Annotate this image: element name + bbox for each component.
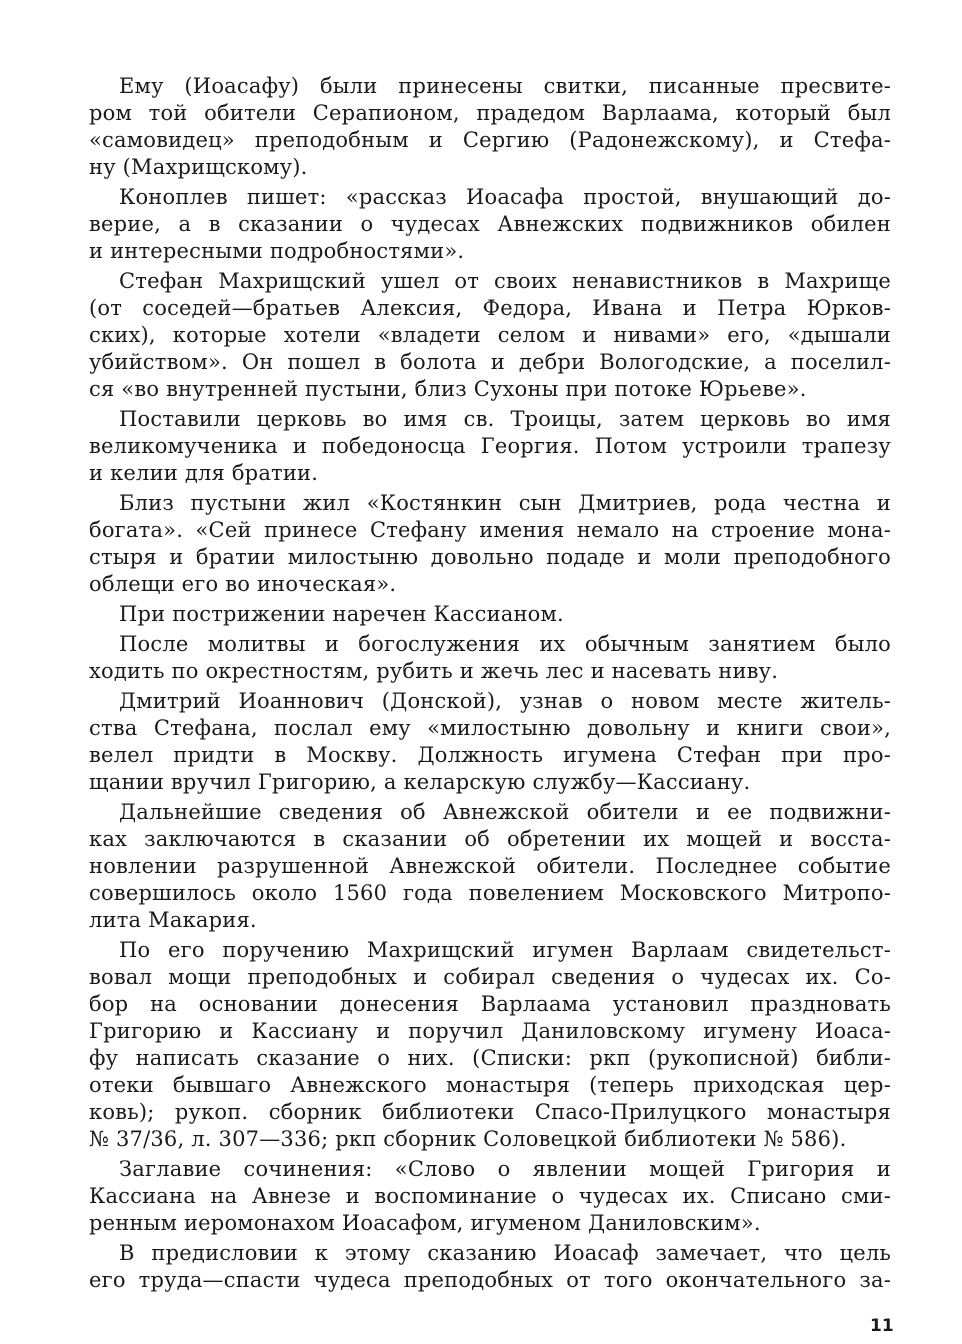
text-line: Григорию и Кассиану и поручил Даниловскому игумену Иоаса- — [89, 1019, 891, 1043]
text-line: Коноплев пишет: «рассказ Иоасафа простой, внушающий до- — [119, 185, 891, 209]
text-line: ках заключаются в сказании об обретении их мощей и восста- — [89, 827, 891, 851]
text-line: Дальнейшие сведения об Авнежской обители и ее подвижни- — [119, 800, 891, 824]
text-line: Заглавие сочинения: «Слово о явлении мощей Григория и — [119, 1157, 891, 1181]
text-line: Ему (Иоасафу) были принесены свитки, писанные пресвите- — [119, 74, 891, 98]
text-line: Дмитрий Иоаннович (Донской), узнав о новом месте житель- — [119, 689, 891, 713]
text-line: По его поручению Махрищский игумен Варлаам свидетельст- — [119, 938, 891, 962]
text-line: ковь); рукоп. сборник библиотеки Спасо-Прилуцкого монастыря — [89, 1100, 891, 1124]
paragraph — [89, 406, 891, 487]
text-line: ну (Махрищскому). — [89, 155, 308, 179]
paragraph — [89, 490, 891, 598]
paragraph — [89, 73, 891, 181]
text-line: ренным иеромонахом Иоасафом, игуменом Даниловским». — [89, 1211, 761, 1235]
text-line: (от соседей—братьев Алексия, Федора, Ивана и Петра Юрков- — [89, 296, 891, 320]
text-line: велел придти в Москву. Должность игумена Стефан при про- — [89, 743, 891, 767]
text-line: ром той обители Серапионом, прадедом Варлаама, который был — [89, 101, 891, 125]
text-line: богата». «Сей принесе Стефану имения немало на строение мона- — [89, 518, 891, 542]
text-line: новлении разрушенной Авнежской обители. Последнее событие — [89, 854, 891, 878]
text-line: бор на основании донесения Варлаама установил праздновать — [89, 992, 891, 1016]
text-line: После молитвы и богослужения их обычным занятием было — [119, 632, 891, 656]
paragraph — [89, 937, 891, 1153]
text-line: и интересными подробностями». — [89, 239, 465, 263]
text-line: Стефан Махрищский ушел от своих ненавистников в Махрище — [119, 269, 891, 293]
text-line: № 37/36, л. 307—336; ркп сборник Соловецкой библиотеки № 586). — [89, 1127, 847, 1151]
text-line: При пострижении наречен Кассианом. — [119, 602, 564, 626]
paragraph — [89, 631, 891, 685]
text-line: совершилось около 1560 года повелением Московского Митропо- — [89, 881, 891, 905]
paragraph — [89, 184, 891, 265]
text-line: вовал мощи преподобных и собирал сведения о чудесах их. Со- — [89, 965, 891, 989]
text-line: великомученика и победоносца Георгия. Потом устроили трапезу — [89, 434, 891, 458]
text-line: верие, а в сказании о чудесах Авнежских подвижников обилен — [89, 212, 891, 236]
text-line: убийством». Он пошел в болота и дебри Вологодские, а поселил- — [89, 350, 891, 374]
text-line: Поставили церковь во имя св. Троицы, затем церковь во имя — [119, 407, 891, 431]
text-line: ских), которые хотели «владети селом и нивами» его, «дышали — [89, 323, 891, 347]
text-line: облещи его во иноческая». — [89, 572, 397, 596]
text-line: ся «во внутренней пустыни, близ Сухоны при потоке Юрьеве». — [89, 377, 807, 401]
paragraph — [89, 688, 891, 796]
page-number: 11 — [870, 1316, 894, 1336]
text-line: его труда—спасти чудеса преподобных от того окончательного за- — [89, 1268, 891, 1292]
page-body — [89, 73, 891, 1294]
paragraph — [89, 799, 891, 934]
text-line: ства Стефана, послал ему «милостыню довольну и книги свои», — [89, 716, 891, 740]
text-line: Кассиана на Авнезе и воспоминание о чудесах их. Списано сми- — [89, 1184, 891, 1208]
paragraph — [89, 1240, 891, 1294]
text-line: «самовидец» преподобным и Сергию (Радонежскому), и Стефа- — [89, 128, 891, 152]
text-line: щании вручил Григорию, а келарскую службу—Кассиану. — [89, 770, 751, 794]
text-line: ходить по окрестностям, рубить и жечь лес и насевать ниву. — [89, 659, 779, 683]
paragraph — [89, 1156, 891, 1237]
text-line: фу написать сказание о них. (Списки: ркп (рукописной) библи- — [89, 1046, 891, 1070]
text-line: В предисловии к этому сказанию Иоасаф замечает, что цель — [119, 1241, 891, 1265]
paragraph — [89, 601, 891, 628]
text-line: и келии для братии. — [89, 461, 319, 485]
text-line: отеки бывшаго Авнежского монастыря (теперь приходская цер- — [89, 1073, 891, 1097]
text-line: Близ пустыни жил «Костянкин сын Дмитриев, рода честна и — [119, 491, 891, 515]
paragraph — [89, 268, 891, 403]
text-line: лита Макария. — [89, 908, 257, 932]
text-line: стыря и братии милостыню довольно подаде и моли преподобного — [89, 545, 891, 569]
